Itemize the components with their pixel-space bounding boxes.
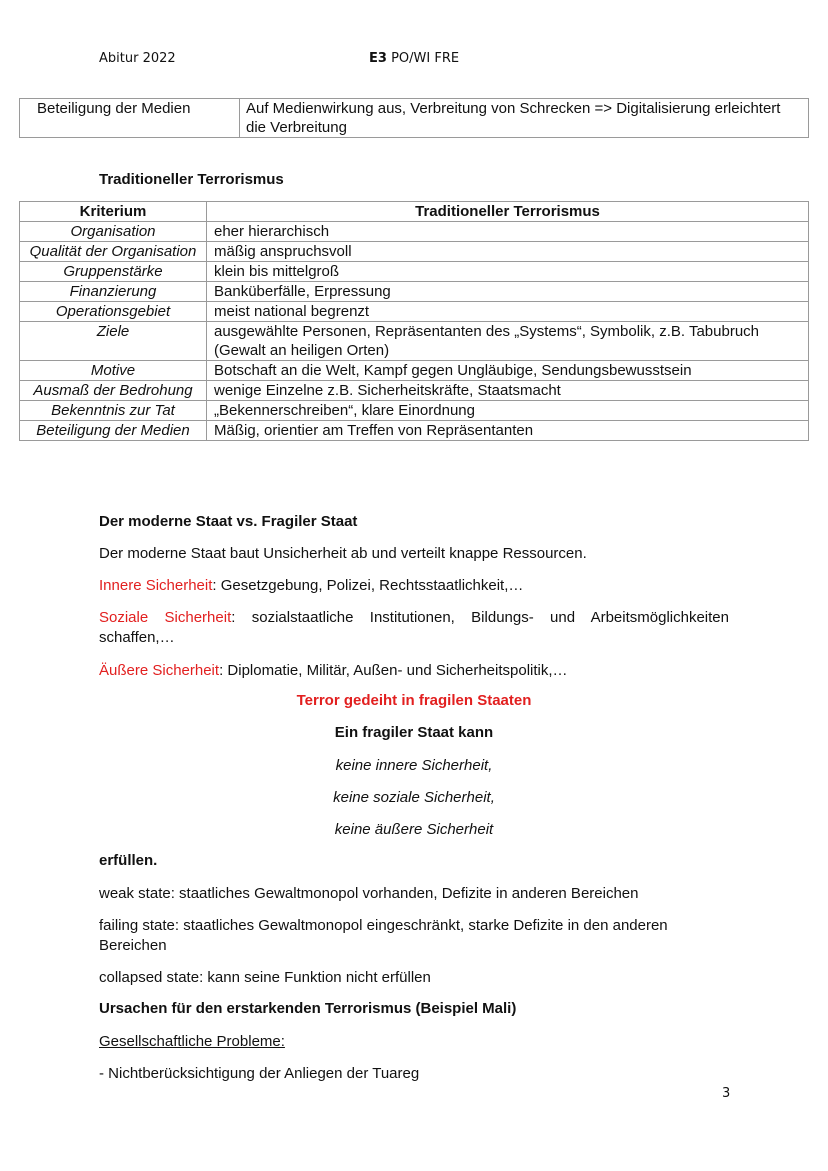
column-header-traditional: Traditioneller Terrorismus [207,202,809,222]
header-left: Abitur 2022 [99,51,176,66]
causes-title: Ursachen für den erstarkenden Terrorismus (Beispiel Mali) [99,1000,517,1017]
value-cell: Botschaft an die Welt, Kampf gegen Ungläubige, Sendungsbewusstsein [207,361,809,381]
criterion-cell: Finanzierung [20,282,207,302]
value-cell: Mäßig, orientier am Treffen von Repräsentanten [207,421,809,441]
table-row [20,282,809,302]
table-row [20,222,809,242]
inner-security-line [99,576,523,596]
criterion-cell: Operationsgebiet [20,302,207,322]
criterion-cell: Motive [20,361,207,381]
table-row [20,421,809,441]
criterion-cell: Ausmaß der Bedrohung [20,381,207,401]
header-center-rest: PO/WI FRE [386,51,460,66]
social-problems-heading: Gesellschaftliche Probleme: [99,1033,285,1050]
weak-state-text: weak state: staatliches Gewaltmonopol vorhanden, Defizite in anderen Bereichen [99,885,639,902]
outer-security-label: Äußere Sicherheit [99,662,220,679]
section-title-traditional: Traditioneller Terrorismus [99,171,284,188]
value-cell: klein bis mittelgroß [207,262,809,282]
traditional-terrorism-table [19,201,809,441]
fragile-item-2: keine soziale Sicherheit, [333,789,495,806]
table-row [20,262,809,282]
social-security-label: Soziale Sicherheit [99,609,232,626]
failing-state-text: failing state: staatliches Gewaltmonopol eingeschränkt, starke Defizite in den anderen Bereichen [99,917,668,954]
table-row [20,361,809,381]
table-header-row [20,202,809,222]
criterion-cell: Gruppenstärke [20,262,207,282]
value-cell: wenige Einzelne z.B. Sicherheitskräfte, Staatsmacht [207,381,809,401]
value-cell: „Bekennerschreiben“, klare Einordnung [207,401,809,421]
outer-security-line [99,661,568,681]
criterion-cell: Organisation [20,222,207,242]
media-label-cell: Beteiligung der Medien [20,99,240,138]
criterion-cell: Beteiligung der Medien [20,421,207,441]
value-cell: eher hierarchisch [207,222,809,242]
table-row [20,99,809,138]
criterion-cell: Ziele [20,322,207,361]
intro-text: Der moderne Staat baut Unsicherheit ab und verteilt knappe Ressourcen. [99,545,587,562]
table-body [20,222,809,441]
section-title-state: Der moderne Staat vs. Fragiler Staat [99,513,358,530]
table-row [20,242,809,262]
media-text-cell: Auf Medienwirkung aus, Verbreitung von Schrecken => Digitalisierung erleichtert die Verbreitung [240,99,809,138]
value-cell: ausgewählte Personen, Repräsentanten des „Systems“, Symbolik, z.B. Tabubruch (Gewalt an heiligen Orten) [207,322,809,361]
outer-security-text: : Diplomatie, Militär, Außen- und Sicherheitspolitik,… [219,662,568,679]
header-center-bold: E3 [369,51,387,66]
page-number: 3 [722,1086,731,1101]
value-cell: meist national begrenzt [207,302,809,322]
social-security-line [99,608,729,648]
column-header-criterion: Kriterium [20,202,207,222]
table-row [20,322,809,361]
social-security-text: : sozialstaatliche Institutionen, Bildungs- und Arbeitsmöglichkeiten schaffen,… [99,609,729,646]
fragile-item-1: keine innere Sicherheit, [335,757,493,774]
fulfil-text: erfüllen. [99,852,158,869]
table-row [20,401,809,421]
fragile-item-3: keine äußere Sicherheit [334,821,494,838]
inner-security-label: Innere Sicherheit [99,577,213,594]
value-cell: mäßig anspruchsvoll [207,242,809,262]
header-center [369,51,459,66]
red-heading: Terror gedeiht in fragilen Staaten [296,692,532,709]
inner-security-text: : Gesetzgebung, Polizei, Rechtsstaatlichkeit,… [212,577,524,594]
criterion-cell: Bekenntnis zur Tat [20,401,207,421]
fragile-state-heading: Ein fragiler Staat kann [334,724,494,741]
collapsed-state-text: collapsed state: kann seine Funktion nicht erfüllen [99,969,431,986]
value-cell: Banküberfälle, Erpressung [207,282,809,302]
criterion-cell: Qualität der Organisation [20,242,207,262]
table-row [20,302,809,322]
bullet-tuareg: - Nichtberücksichtigung der Anliegen der Tuareg [99,1065,420,1082]
media-table-continued [19,98,809,138]
table-row [20,381,809,401]
